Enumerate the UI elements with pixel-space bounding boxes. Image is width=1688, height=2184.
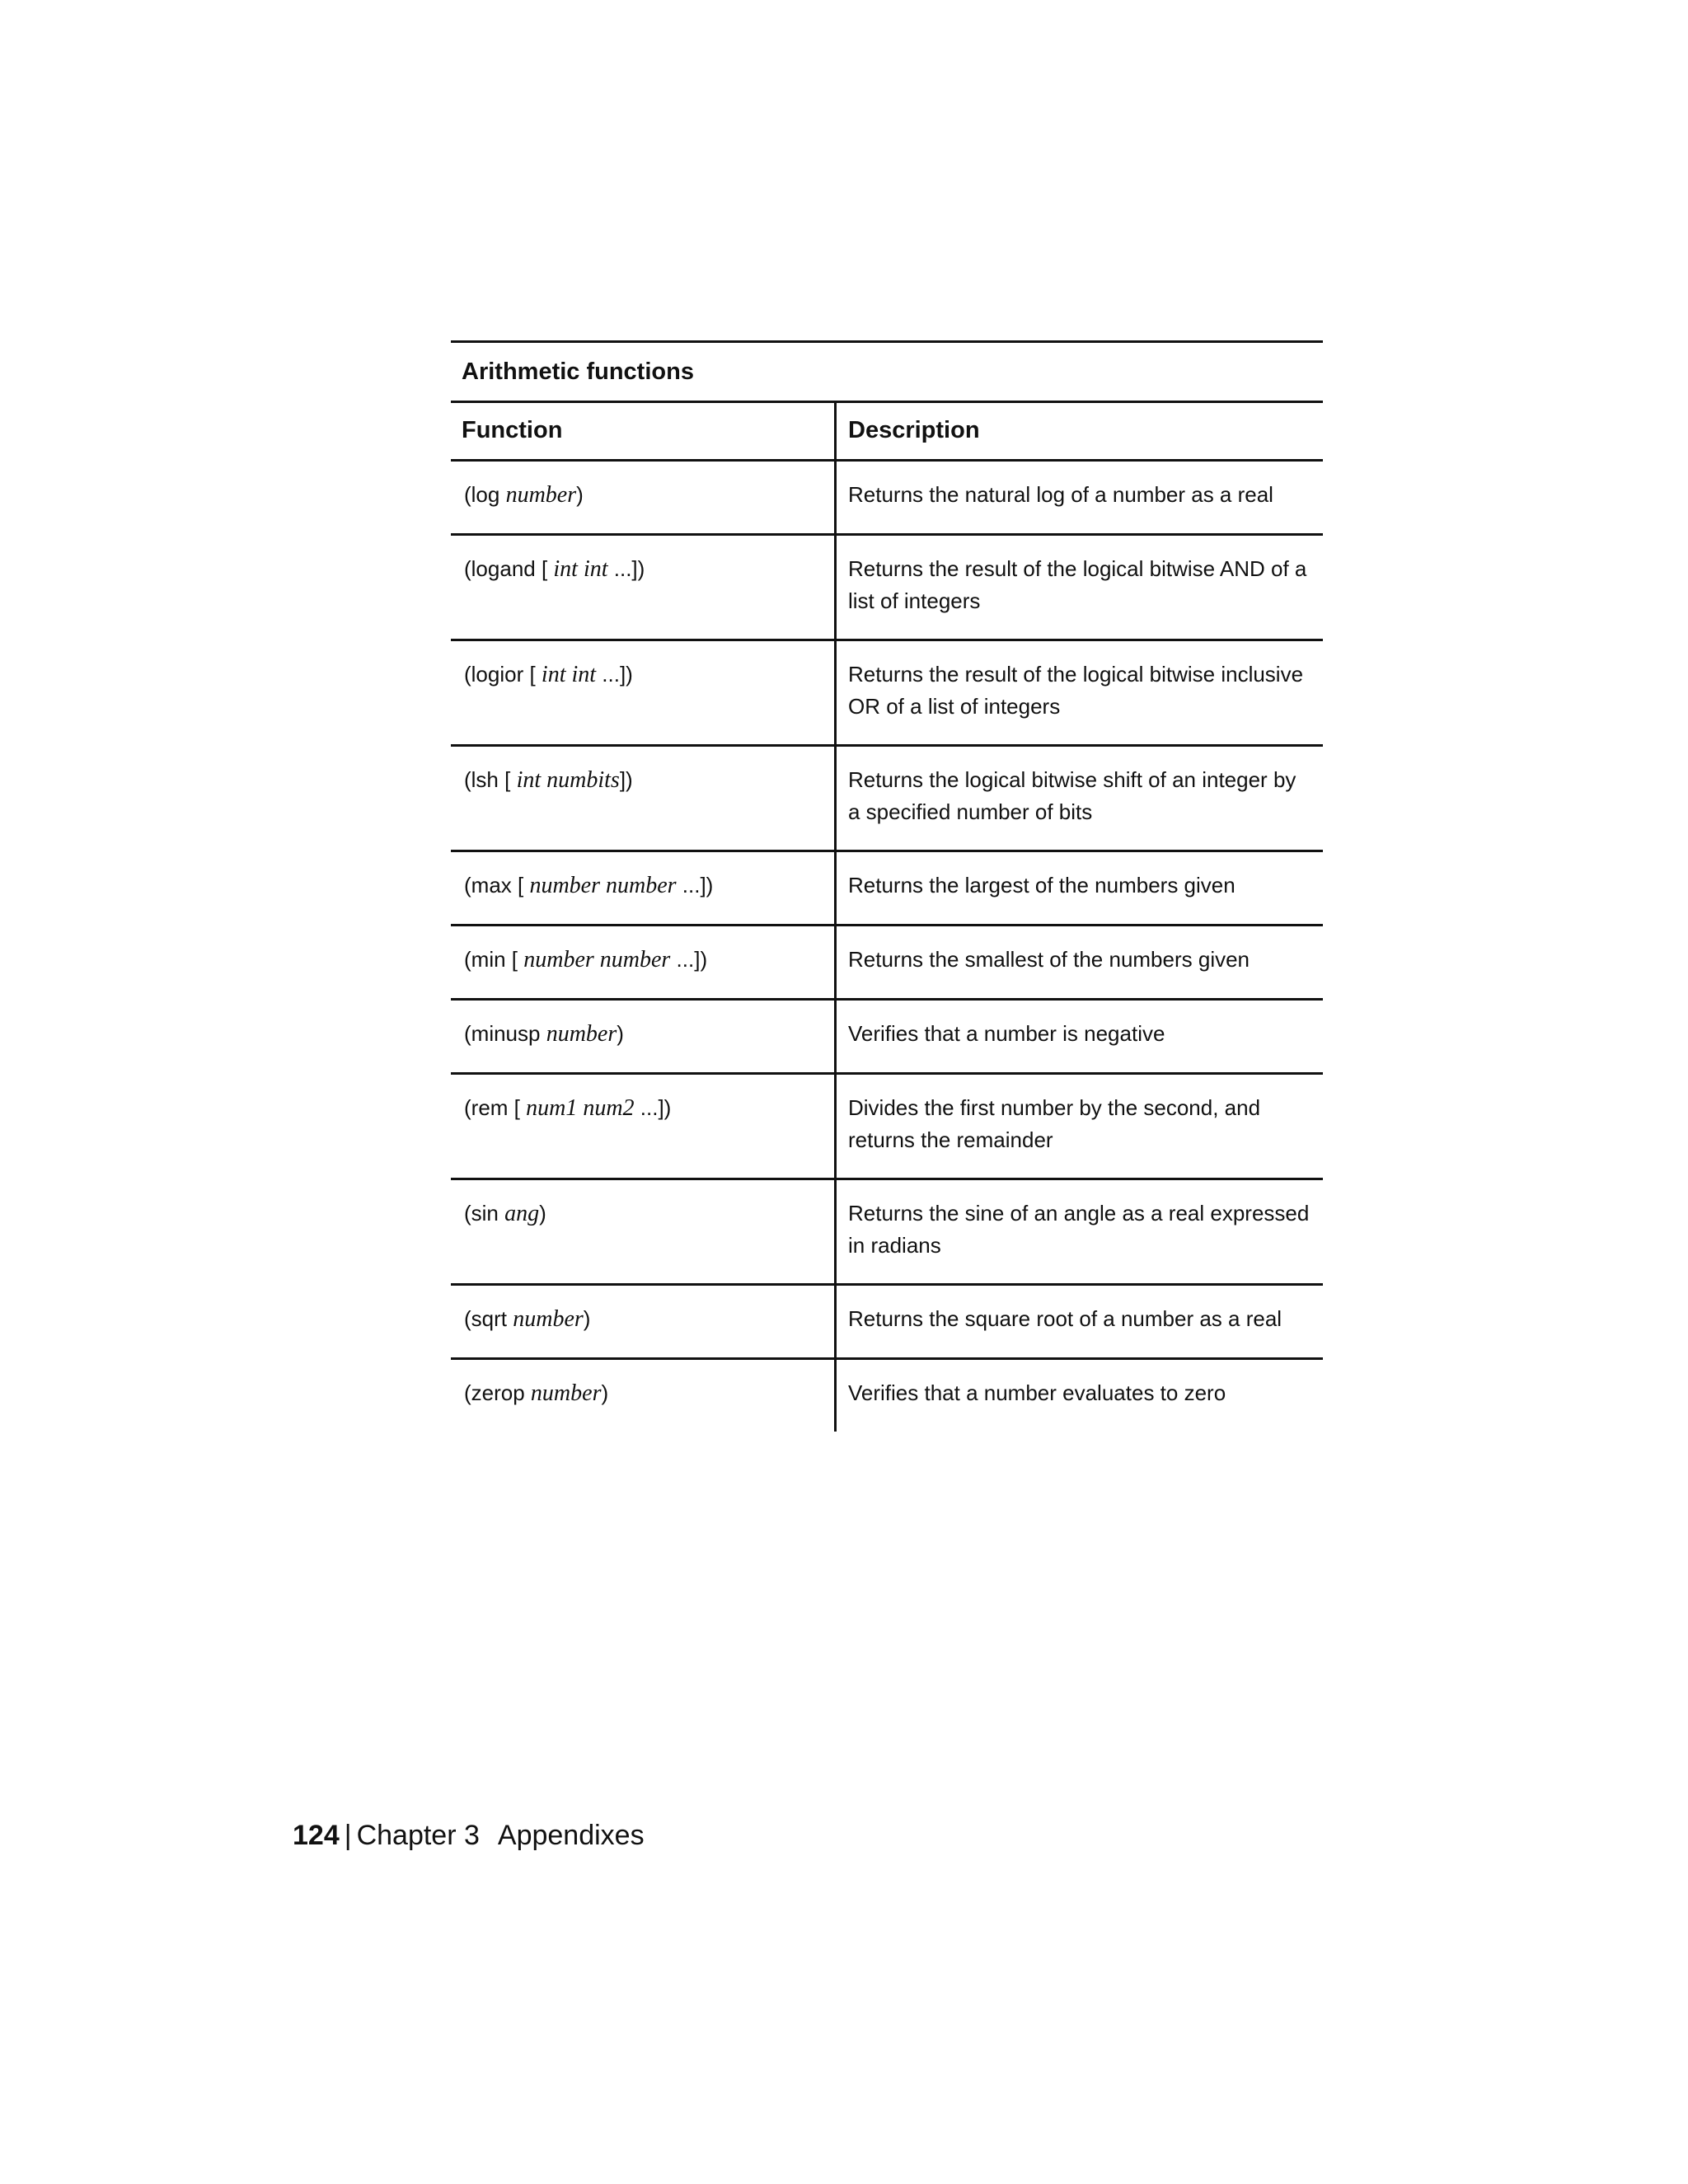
function-cell (451, 852, 834, 924)
table-row (451, 998, 1323, 1072)
function-name: (lsh [ (464, 767, 517, 792)
function-suffix: ) (601, 1380, 609, 1405)
function-suffix: ...]) (670, 947, 708, 972)
function-suffix: ...]) (607, 556, 645, 581)
function-name: (max [ (464, 873, 530, 898)
description-cell: Verifies that a number is negative (834, 1001, 1323, 1072)
function-cell (451, 462, 834, 533)
table-row (451, 459, 1323, 533)
table-row (451, 639, 1323, 744)
page-footer (293, 1820, 645, 1852)
function-suffix: ) (583, 1306, 591, 1331)
table-title-row (451, 340, 1323, 401)
function-name: (zerop (464, 1380, 531, 1405)
table-row (451, 744, 1323, 850)
function-name: (log (464, 482, 506, 507)
table-header-row (451, 401, 1323, 459)
function-cell (451, 747, 834, 850)
table-title: Arithmetic functions (462, 358, 694, 385)
function-name: (min [ (464, 947, 524, 972)
arithmetic-functions-table (451, 340, 1323, 1432)
function-name: (sin (464, 1201, 505, 1226)
function-cell (451, 1001, 834, 1072)
section-label: Appendixes (497, 1820, 645, 1851)
function-suffix: ]) (619, 767, 633, 792)
description-cell: Returns the result of the logical bitwise AND of a list of integers (834, 536, 1323, 639)
function-cell (451, 926, 834, 998)
function-name: (minusp (464, 1021, 546, 1046)
description-cell: Verifies that a number evaluates to zero (834, 1360, 1323, 1432)
function-suffix: ...]) (676, 873, 714, 898)
function-suffix: ) (539, 1201, 546, 1226)
description-cell: Returns the natural log of a number as a real (834, 462, 1323, 533)
table-row (451, 1178, 1323, 1283)
function-suffix: ) (617, 1021, 624, 1046)
function-args: num1 num2 (526, 1095, 635, 1121)
description-cell: Returns the logical bitwise shift of an integer by a specified number of bits (834, 747, 1323, 850)
description-cell: Divides the first number by the second, and returns the remainder (834, 1075, 1323, 1178)
table-row (451, 533, 1323, 639)
function-cell (451, 536, 834, 639)
description-cell: Returns the sine of an angle as a real expressed in radians (834, 1180, 1323, 1283)
chapter-label: Chapter 3 (356, 1820, 480, 1851)
table-row (451, 1072, 1323, 1178)
description-cell: Returns the smallest of the numbers given (834, 926, 1323, 998)
column-header-description: Description (834, 403, 1323, 459)
table-row (451, 1283, 1323, 1357)
function-name: (logior [ (464, 662, 542, 687)
function-name: (sqrt (464, 1306, 513, 1331)
function-cell (451, 641, 834, 744)
footer-separator: | (344, 1820, 352, 1851)
function-name: (logand [ (464, 556, 554, 581)
page-number: 124 (293, 1820, 340, 1851)
table-row (451, 1357, 1323, 1432)
table-row (451, 850, 1323, 924)
function-cell (451, 1180, 834, 1283)
function-args: number (530, 1380, 602, 1406)
function-args: int int (553, 556, 608, 582)
column-header-function: Function (462, 417, 563, 443)
function-args: number (505, 482, 577, 508)
description-cell: Returns the result of the logical bitwise inclusive OR of a list of integers (834, 641, 1323, 744)
function-suffix: ) (576, 482, 584, 507)
function-cell (451, 1360, 834, 1432)
function-args: number (546, 1021, 617, 1047)
function-cell (451, 1286, 834, 1357)
function-args: ang (504, 1201, 540, 1226)
function-args: number (513, 1306, 584, 1332)
function-cell (451, 1075, 834, 1178)
function-args: int int (541, 662, 597, 687)
table-row (451, 924, 1323, 998)
function-suffix: ...]) (596, 662, 633, 687)
description-cell: Returns the largest of the numbers given (834, 852, 1323, 924)
function-args: int numbits (516, 767, 620, 793)
function-args: number number (523, 947, 671, 972)
function-suffix: ...]) (634, 1095, 672, 1120)
description-cell: Returns the square root of a number as a real (834, 1286, 1323, 1357)
function-name: (rem [ (464, 1095, 527, 1120)
function-args: number number (529, 873, 677, 898)
